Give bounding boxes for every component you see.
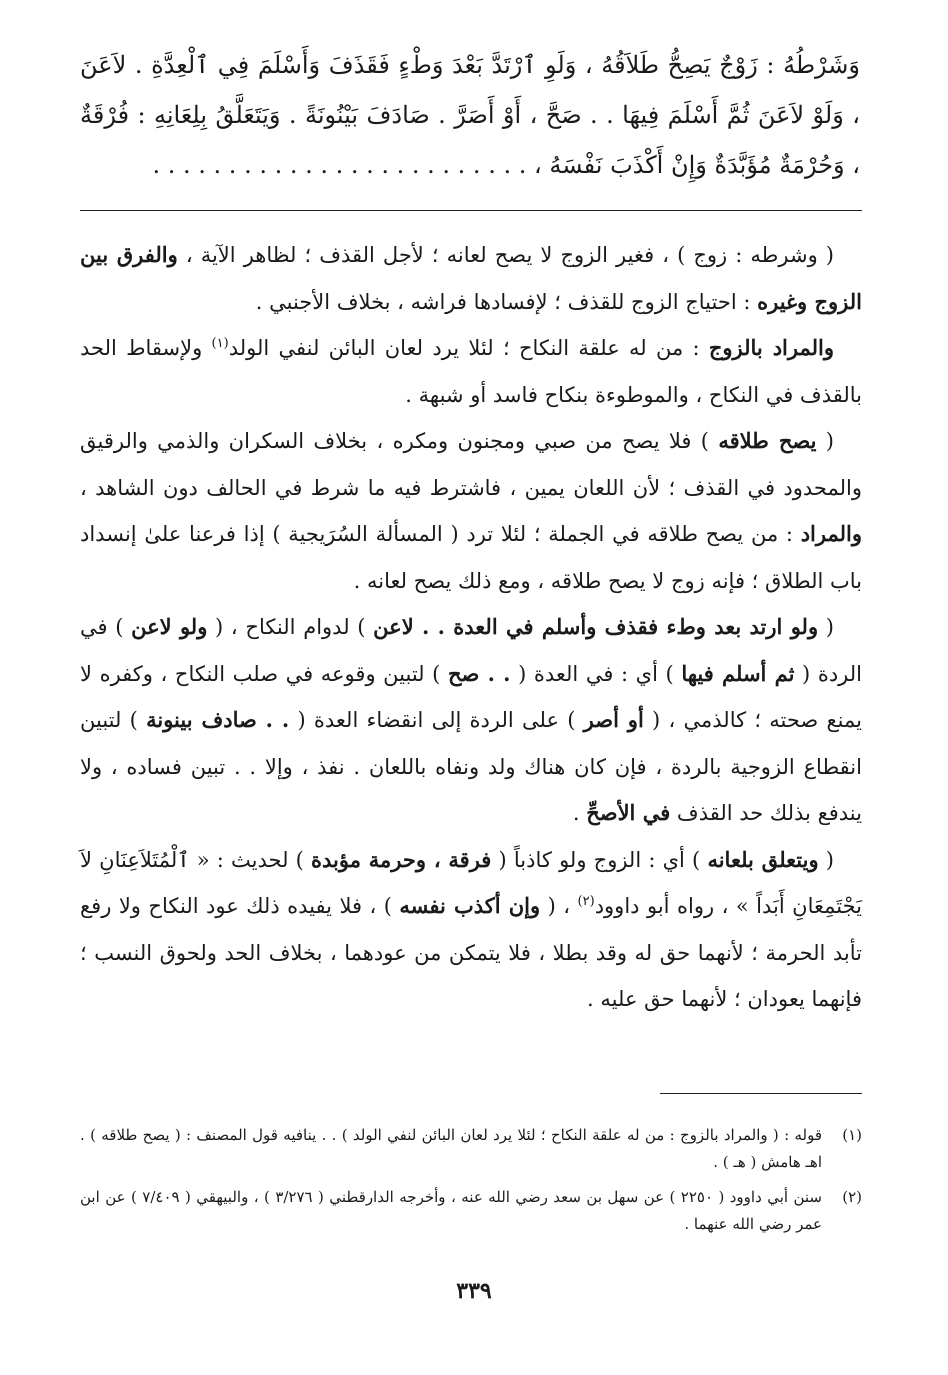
footnote-2	[80, 1184, 862, 1238]
footnote-text: سنن أبي داوود ( ٢٢٥٠ ) عن سهل بن سعد رضي الله عنه ، وأخرجه الدارقطني ( ٣/٢٧٦ ) ، والبيهقي ( ٧/٤٠٩ ) عن ابن عمر رضي الله عنهما .	[80, 1188, 822, 1233]
footnote-separator	[660, 1093, 862, 1094]
footnote-text: قوله : ( والمراد بالزوج : من له علقة النكاح ؛ لئلا يرد لعان البائن لنفي الولد ) . . ينافيه قول المصنف : ( يصح طلاقه ) . اهـ هامش ( هـ ) .	[80, 1126, 822, 1171]
separator-line	[80, 210, 862, 211]
commentary-paragraph-4: ( ولو ارتد بعد وطء فقذف وأسلم في العدة . . لاعن ) لدوام النكاح ، ( ولو لاعن ) في الردة ( ثم أسلم فيها ) أي : في العدة ( . . صح ) لتبين وقوعه في صلب النكاح ، وكفره لا يمنع صحته ؛ كالذمي ، ( أو أصر ) على الردة إلى انقضاء العدة ( . . صادف بينونة ) لتبين انقطاع الزوجية بالردة ، فإن كان هناك ولد ونفاه باللعان . نفذ ، وإلا . . تبين فساده ، ولا يندفع بذلك حد القذف في الأصحِّ .	[80, 614, 863, 825]
commentary-paragraph-2: والمراد بالزوج : من له علقة النكاح ؛ لئلا يرد لعان البائن لنفي الولد$^{(١)}$ ولإسقاط الحد بالقذف في النكاح ، والموطوءة بنكاح فاسد أو شبهة .	[80, 335, 862, 407]
footnotes	[80, 1122, 862, 1246]
matn-paragraph: وَشَرْطُهُ : زَوْجٌ يَصِحُّ طَلاَقُهُ ، وَلَوِ ٱرْتَدَّ بَعْدَ وَطْءٍ فَقَذَفَ وَأَسْلَمَ فِي ٱلْعِدَّةِ . لاَعَنَ ، وَلَوْ لاَعَنَ ثُمَّ أَسْلَمَ فِيهَا . . صَحَّ ، أَوْ أَصَرَّ . صَادَفَ بَيْنُونَةً . وَيَتَعَلَّقُ بِلِعَانِهِ : فُرْقَةٌ ، وَحُرْمَةٌ مُؤَبَّدَةٌ وَإِنْ أَكْذَبَ نَفْسَهُ ، . . . . . . . . . . . . . . . . . . . . . . . . .	[80, 51, 860, 179]
commentary-paragraph-5: ( ويتعلق بلعانه ) أي : الزوج ولو كاذباً ( فرقة ، وحرمة مؤبدة ) لحديث : « ٱلْمُتَلاَعِنَانِ لاَ يَجْتَمِعَانِ أَبَداً » ، رواه أبو داوود$^{(٢)}$ ، ( وإن أكذب نفسه ) ، فلا يفيده ذلك عود النكاح ولا رفع تأبد الحرمة ؛ لأنهما حق له وقد بطلا ، فلا يتمكن من عودهما ، بخلاف الحد ولحوق النسب ؛ فإنهما يعودان ؛ لأنهما حق عليه .	[80, 846, 862, 1011]
commentary-text	[80, 232, 862, 1023]
footnote-number: (١)	[842, 1126, 862, 1144]
commentary-paragraph-1: ( وشرطه : زوج ) ، فغير الزوج لا يصح لعانه ؛ لأجل القذف ؛ لظاهر الآية ، والفرق بين الزوج وغيره : احتياج الزوج للقذف ؛ لإفسادها فراشه ، بخلاف الأجنبي .	[80, 242, 862, 314]
footnote-number: (٢)	[842, 1188, 862, 1206]
footnote-ref-1[interactable]: (١)	[211, 336, 229, 351]
commentary-paragraph-3: ( يصح طلاقه ) فلا يصح من صبي ومجنون ومكره ، بخلاف السكران والذمي والرقيق والمحدود في القذف ؛ لأن اللعان يمين ، فاشترط فيه ما شرط في الحالف دون الشاهد ، والمراد : من يصح طلاقه في الجملة ؛ لئلا ترد ( المسألة السُرَيجية ) إذا فرعنا علىٰ إنسداد باب الطلاق ؛ فإنه زوج لا يصح طلاقه ، ومع ذلك يصح لعانه .	[80, 428, 862, 593]
page-number: ٣٣٩	[456, 1278, 492, 1304]
footnote-1	[80, 1122, 862, 1176]
footnote-ref-2[interactable]: (٢)	[577, 894, 595, 909]
matn-base-text	[80, 40, 860, 190]
